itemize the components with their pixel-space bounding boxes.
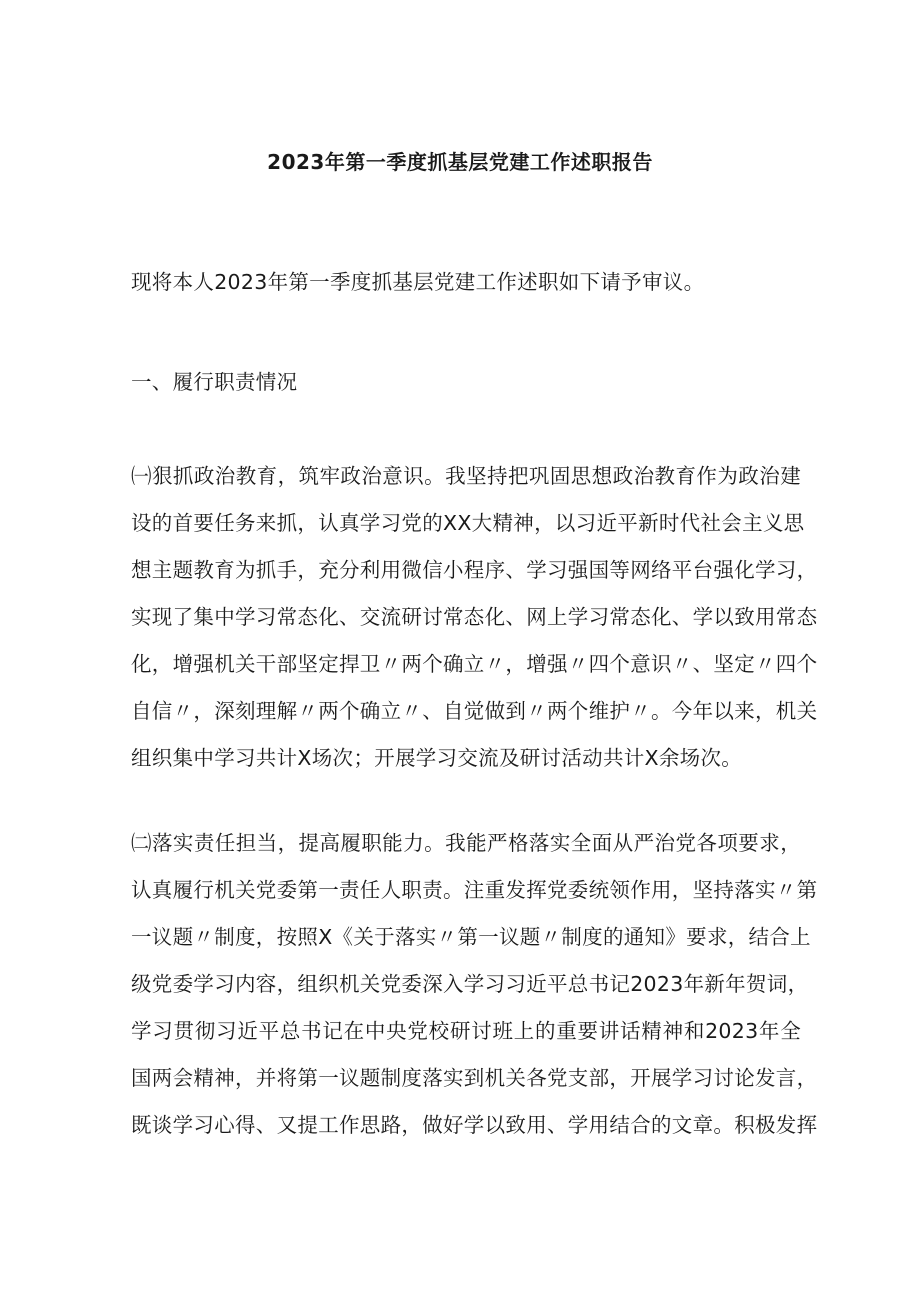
- paragraph-2-line: 学习贯彻习近平总书记在中央党校研讨班上的重要讲话精神和2023年全: [131, 1019, 801, 1043]
- paragraph-2-line: ㈡落实责任担当，提高履职能力。我能严格落实全面从严治党各项要求，: [131, 831, 801, 855]
- intro-paragraph: 现将本人2023年第一季度抓基层党建工作述职如下请予审议。: [131, 270, 705, 294]
- section-heading: 一、履行职责情况: [131, 370, 298, 394]
- paragraph-2-line: 级党委学习内容，组织机关党委深入学习习近平总书记2023年新年贺词，: [131, 972, 809, 996]
- paragraph-1-line: 设的首要任务来抓，认真学习党的XX大精神，以习近平新时代社会主义思: [131, 511, 805, 535]
- paragraph-2-line: 既谈学习心得、又提工作思路，做好学以致用、学用结合的文章。积极发挥: [131, 1113, 818, 1137]
- paragraph-1: [131, 453, 818, 782]
- paragraph-1-line: ㈠狠抓政治教育，筑牢政治意识。我坚持把巩固思想政治教育作为政治建: [131, 464, 801, 488]
- paragraph-1-line: 化，增强机关干部坚定捍卫〃两个确立〃，增强〃四个意识〃、坚定〃四个: [131, 652, 818, 676]
- paragraph-1-line: 组织集中学习共计X场次；开展学习交流及研讨活动共计X余场次。: [131, 746, 743, 770]
- paragraph-1-line: 想主题教育为抓手，充分利用微信小程序、学习强国等网络平台强化学习，: [131, 558, 818, 582]
- paragraph-2: [131, 820, 818, 1149]
- paragraph-2-line: 国两会精神，并将第一议题制度落实到机关各党支部，开展学习讨论发言，: [131, 1066, 818, 1090]
- paragraph-2-line: 一议题〃制度，按照X《关于落实〃第一议题〃制度的通知》要求，结合上: [131, 925, 811, 949]
- paragraph-1-line: 自信〃，深刻理解〃两个确立〃、自觉做到〃两个维护〃。今年以来，机关: [131, 699, 818, 723]
- paragraph-2-line: 认真履行机关党委第一责任人职责。注重发挥党委统领作用，坚持落实〃第: [131, 878, 818, 902]
- document-title: 2023年第一季度抓基层党建工作述职报告: [267, 150, 653, 174]
- paragraph-1-line: 实现了集中学习常态化、交流研讨常态化、网上学习常态化、学以致用常态: [131, 605, 818, 629]
